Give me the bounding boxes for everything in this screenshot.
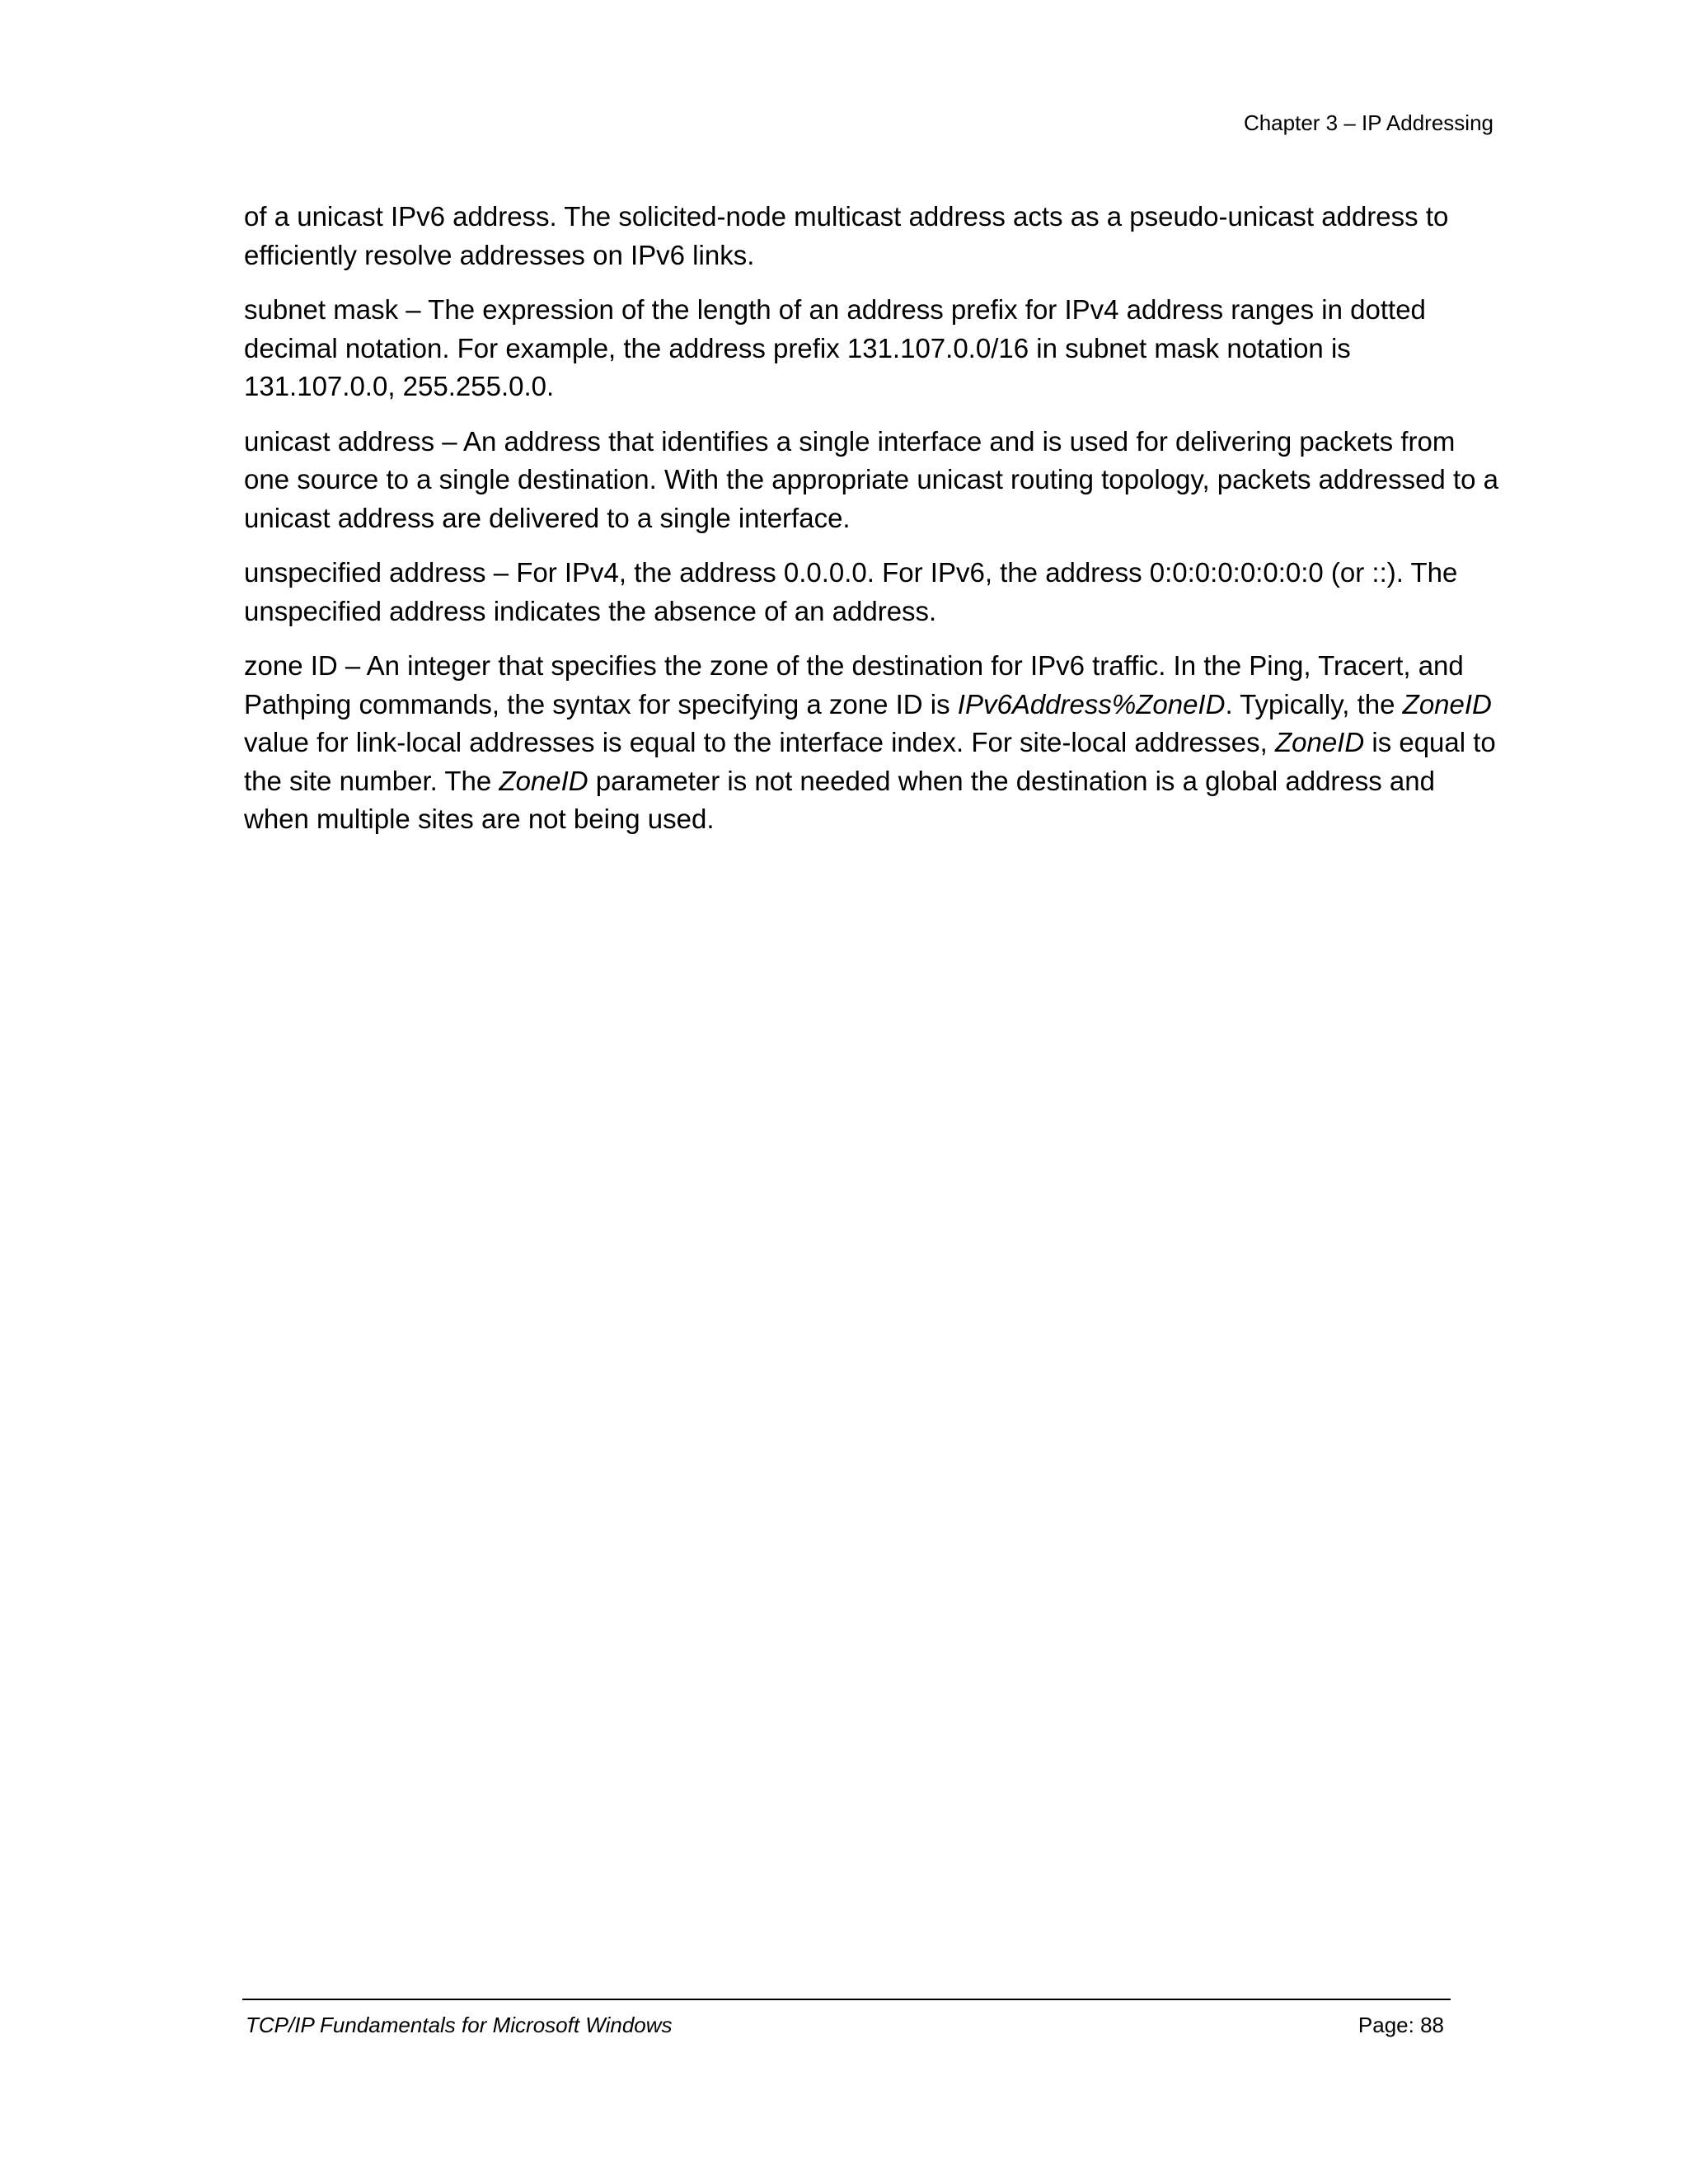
glossary-entry-unspecified-address: unspecified address – For IPv4, the address 0.0.0.0. For IPv6, the address 0:0:0:0:0:0:0:0 (or ::). The unspecified address indicates the absence of an address.	[244, 557, 1458, 626]
glossary-entry-zone-id	[244, 647, 1505, 839]
glossary-body	[244, 198, 1505, 855]
running-header: Chapter 3 – IP Addressing	[1243, 110, 1493, 135]
zone-id-text-2: . Typically, the	[1225, 688, 1403, 719]
zone-id-syntax: IPv6Address%ZoneID	[957, 688, 1226, 719]
zone-id-term-2: ZoneID	[1274, 727, 1365, 757]
footer-page-number: Page: 88	[1357, 2013, 1444, 2037]
zone-id-text-3: value for link-local addresses is equal to the interface index. For site-local addresses,	[244, 727, 1275, 757]
glossary-entry-solicited-node-continued: of a unicast IPv6 address. The solicited-node multicast address acts as a pseudo-unicast address to efficiently resolve addresses on IPv6 links.	[244, 201, 1449, 270]
footer-divider	[242, 1999, 1451, 2000]
zone-id-text-4: is equal to the site number. The	[244, 727, 1496, 796]
zone-id-text-5: parameter is not needed when the destination is a global address and when multiple sites are not being used.	[244, 765, 1435, 834]
zone-id-term-1: ZoneID	[1402, 688, 1492, 719]
glossary-entry-unicast-address: unicast address – An address that identifies a single interface and is used for delivering packets from one source to a single destination. With the appropriate unicast routing topology, packets addressed to a unicast address are delivered to a single interface.	[244, 425, 1498, 533]
footer-book-title: TCP/IP Fundamentals for Microsoft Windows	[246, 2013, 673, 2037]
zone-id-term-3: ZoneID	[499, 765, 588, 796]
glossary-entry-subnet-mask: subnet mask – The expression of the length of an address prefix for IPv4 address ranges in dotted decimal notation. For example, the address prefix 131.107.0.0/16 in subnet mask notation is 131.107.0.0, 255.255.0.0.	[244, 294, 1426, 401]
zone-id-text-1: zone ID – An integer that specifies the zone of the destination for IPv6 traffic. In the Ping, Tracert, and Pathping commands, the syntax for specifying a zone ID is	[244, 650, 1464, 719]
